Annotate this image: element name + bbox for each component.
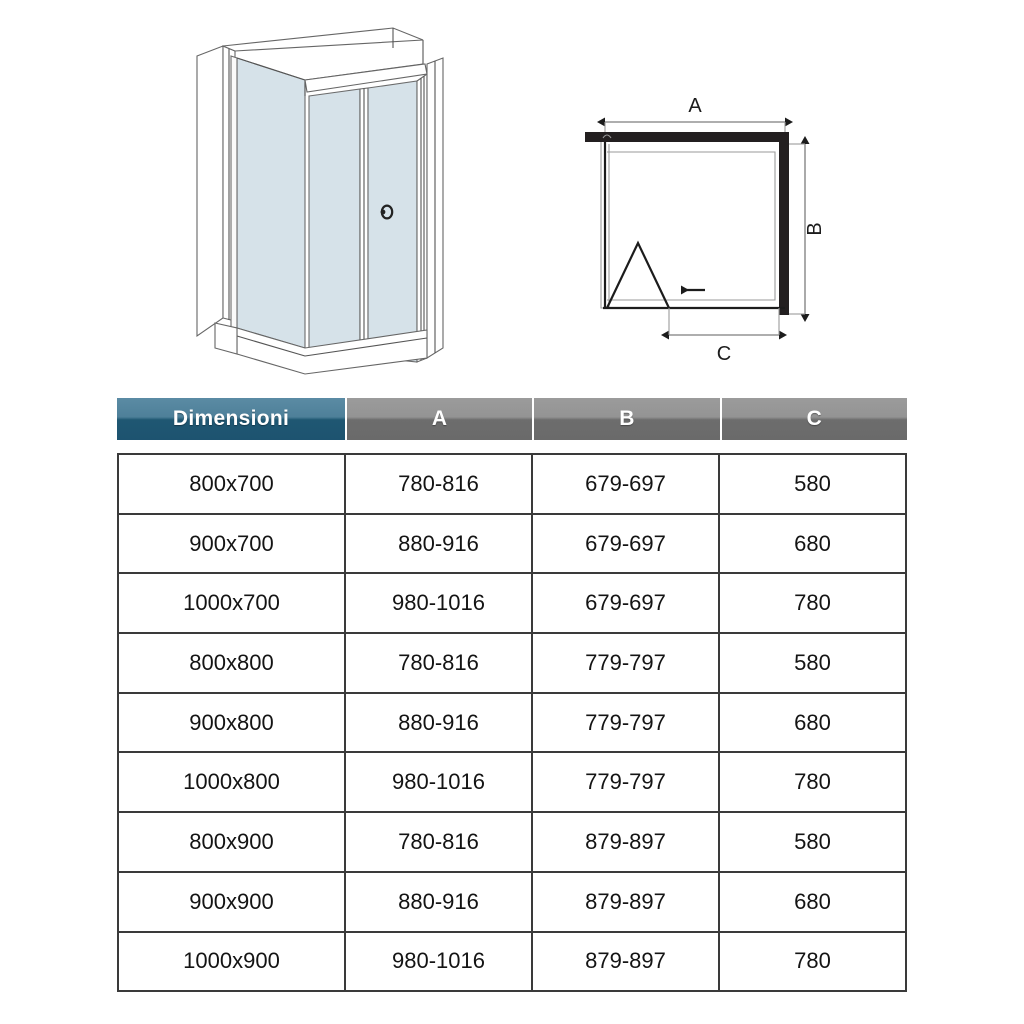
door-swing-indicator <box>607 243 669 308</box>
table-row <box>119 574 905 634</box>
cell-b: 779-797 <box>531 753 718 811</box>
cell-b: 679-697 <box>531 574 718 632</box>
plan-svg <box>553 92 853 382</box>
dimension-line-c <box>669 308 779 365</box>
cell-b: 779-797 <box>531 634 718 692</box>
door-mullion <box>360 88 368 357</box>
dimension-label-c: C <box>716 343 732 365</box>
cell-dimensioni: 900x900 <box>119 873 344 931</box>
dimension-line-a <box>605 95 785 138</box>
isometric-svg <box>175 18 475 383</box>
column-header-c: C <box>720 398 907 440</box>
enclosure-outline <box>601 142 779 308</box>
top-wall-bar <box>585 132 789 142</box>
cell-c: 780 <box>718 574 905 632</box>
table-row <box>119 634 905 694</box>
cell-a: 880-916 <box>344 694 531 752</box>
cell-b: 679-697 <box>531 515 718 573</box>
cell-dimensioni: 1000x900 <box>119 933 344 991</box>
table-row <box>119 933 905 993</box>
sliding-door-panel-left <box>309 89 360 356</box>
column-header-dimensioni: Dimensioni <box>117 398 345 440</box>
shower-enclosure-3d-illustration <box>175 18 475 383</box>
cell-dimensioni: 900x700 <box>119 515 344 573</box>
cell-a: 780-816 <box>344 634 531 692</box>
table-row <box>119 455 905 515</box>
right-vertical-post <box>417 74 427 362</box>
shower-enclosure-plan-illustration <box>553 92 853 382</box>
cell-a: 980-1016 <box>344 753 531 811</box>
table-row <box>119 753 905 813</box>
table-row <box>119 873 905 933</box>
cell-c: 780 <box>718 933 905 991</box>
table-body <box>117 453 907 992</box>
column-header-b: B <box>532 398 719 440</box>
cell-a: 980-1016 <box>344 574 531 632</box>
table-header-row <box>117 398 907 440</box>
cell-b: 879-897 <box>531 933 718 991</box>
cell-b: 879-897 <box>531 873 718 931</box>
cell-c: 680 <box>718 694 905 752</box>
cell-c: 680 <box>718 873 905 931</box>
table-row <box>119 813 905 873</box>
cell-c: 580 <box>718 634 905 692</box>
dimension-label-b: B <box>804 222 826 236</box>
cell-c: 580 <box>718 813 905 871</box>
cell-c: 780 <box>718 753 905 811</box>
cell-a: 880-916 <box>344 873 531 931</box>
cell-dimensioni: 1000x800 <box>119 753 344 811</box>
diagram-area <box>0 0 1024 390</box>
dimension-label-a: A <box>688 95 702 117</box>
wall-profile-icon <box>197 46 235 336</box>
cell-c: 680 <box>718 515 905 573</box>
cell-dimensioni: 800x900 <box>119 813 344 871</box>
sliding-door-panel-right <box>368 81 417 362</box>
right-wall-profile <box>427 58 443 358</box>
cell-b: 879-897 <box>531 813 718 871</box>
cell-b: 779-797 <box>531 694 718 752</box>
side-panel-track <box>603 135 611 308</box>
column-header-a: A <box>345 398 532 440</box>
right-wall-bar <box>779 132 789 315</box>
dimensions-table <box>117 398 907 992</box>
cell-a: 980-1016 <box>344 933 531 991</box>
table-row <box>119 694 905 754</box>
fixed-side-glass-panel <box>231 56 305 348</box>
cell-dimensioni: 800x800 <box>119 634 344 692</box>
cell-b: 679-697 <box>531 455 718 513</box>
cell-a: 780-816 <box>344 455 531 513</box>
cell-dimensioni: 1000x700 <box>119 574 344 632</box>
cell-dimensioni: 900x800 <box>119 694 344 752</box>
cell-dimensioni: 800x700 <box>119 455 344 513</box>
cell-c: 580 <box>718 455 905 513</box>
dimension-line-b <box>789 144 826 314</box>
top-frame-rail <box>223 28 423 64</box>
cell-a: 880-916 <box>344 515 531 573</box>
cell-a: 780-816 <box>344 813 531 871</box>
table-row <box>119 515 905 575</box>
